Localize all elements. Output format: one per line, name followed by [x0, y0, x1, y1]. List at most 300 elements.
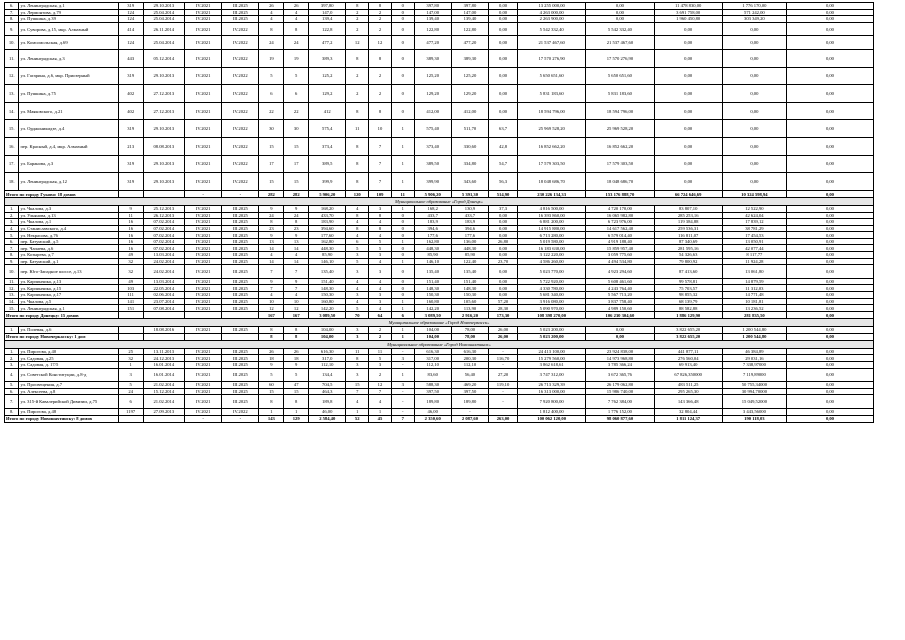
- address-cell: ул. Карпинчика, д.13: [19, 278, 118, 285]
- table-cell: 1.: [5, 205, 19, 212]
- table-cell: 1: [346, 408, 369, 415]
- table-cell: 4: [346, 285, 369, 292]
- table-cell: [489, 408, 518, 415]
- table-cell: 47: [284, 382, 309, 389]
- table-row: [5, 219, 874, 226]
- table-cell: 124: [118, 9, 143, 16]
- table-cell: 5 542 332,40: [586, 22, 654, 36]
- table-cell: 3: [369, 265, 392, 279]
- table-cell: 25 969 528,20: [518, 120, 586, 138]
- total-cell: 0,00: [786, 415, 873, 423]
- table-cell: 0,00: [654, 173, 722, 191]
- table-cell: IV.2021: [184, 225, 221, 232]
- table-cell: 4: [369, 395, 392, 409]
- table-cell: -: [391, 395, 414, 409]
- total-cell: 8: [259, 333, 284, 341]
- table-row: [5, 102, 874, 120]
- table-cell: 0,00: [786, 205, 873, 212]
- table-cell: 07.02.2014: [143, 232, 184, 239]
- total-cell: 230 226 134,33: [518, 190, 586, 198]
- table-cell: 0,00: [489, 252, 518, 259]
- table-cell: 12.: [5, 285, 19, 292]
- table-cell: 17.: [5, 155, 19, 173]
- table-cell: 8: [259, 395, 284, 409]
- table-row: [5, 120, 874, 138]
- table-cell: 119,10: [489, 382, 518, 389]
- table-cell: 17 454,53: [722, 232, 786, 239]
- table-cell: 2: [346, 67, 369, 85]
- table-cell: 4: [346, 205, 369, 212]
- table-cell: 0: [391, 219, 414, 226]
- table-cell: 46,00: [309, 408, 346, 415]
- address-cell: ул. Ульянова, д.13: [19, 212, 118, 219]
- table-cell: 3: [346, 327, 369, 334]
- table-cell: 9.: [5, 258, 19, 265]
- table-cell: 443: [118, 49, 143, 67]
- table-cell: 02.06.2014: [143, 292, 184, 299]
- table-cell: 2 263 900,00: [518, 16, 586, 23]
- table-cell: 17 579 303,50: [518, 155, 586, 173]
- table-cell: 0,00: [489, 67, 518, 85]
- table-cell: 148,30: [451, 285, 488, 292]
- table-cell: 397,50: [414, 388, 451, 395]
- table-cell: 4 919 188,40: [586, 238, 654, 245]
- table-cell: 16 852 662,20: [518, 137, 586, 155]
- table-cell: 7 762 384,00: [586, 395, 654, 409]
- table-cell: 441 877,11: [654, 348, 722, 355]
- table-cell: 27.12.2013: [143, 102, 184, 120]
- table-cell: 136,00: [451, 238, 488, 245]
- table-cell: 3: [346, 361, 369, 368]
- table-cell: 38 781,29: [722, 225, 786, 232]
- address-cell: ул. Ленинградская, д.12: [19, 173, 118, 191]
- table-cell: 3.: [5, 219, 19, 226]
- table-cell: 3: [369, 292, 392, 299]
- table-cell: 397,50: [451, 388, 488, 395]
- table-cell: 317,00: [414, 355, 451, 362]
- address-cell: ул. Комсомольская, д.69: [19, 36, 118, 50]
- table-cell: 6: [259, 85, 284, 103]
- table-cell: 18: [259, 355, 284, 362]
- table-cell: IV.2021: [184, 120, 221, 138]
- table-cell: 5: [369, 355, 392, 362]
- table-cell: 24.12.2013: [143, 355, 184, 362]
- total-row: [5, 190, 874, 198]
- table-cell: 12 522,90: [722, 205, 786, 212]
- table-cell: 8: [346, 225, 369, 232]
- address-cell: ул. Чкалова, д.1: [19, 219, 118, 226]
- table-cell: 125,20: [451, 67, 488, 85]
- table-cell: 116,70: [489, 355, 518, 362]
- table-cell: 42,8: [489, 137, 518, 155]
- table-cell: 151,40: [451, 278, 488, 285]
- table-cell: 56,40: [451, 368, 488, 382]
- table-cell: 27.09.2013: [143, 408, 184, 415]
- table-cell: 2: [346, 9, 369, 16]
- table-cell: 25: [118, 348, 143, 355]
- total-cell: 3: [346, 333, 369, 341]
- table-cell: 26.11.2014: [143, 22, 184, 36]
- table-cell: 18: [284, 355, 309, 362]
- table-cell: 8: [346, 49, 369, 67]
- total-cell: [143, 333, 184, 341]
- table-cell: 1197: [118, 408, 143, 415]
- table-cell: 25.04.2014: [143, 36, 184, 50]
- total-cell: 70: [346, 311, 369, 319]
- table-cell: IV.2021: [184, 265, 221, 279]
- table-cell: 5 542 332,40: [518, 22, 586, 36]
- table-row: [5, 408, 874, 415]
- table-cell: III.2025: [222, 265, 259, 279]
- table-cell: 4 330 780,00: [518, 285, 586, 292]
- table-cell: 5: [259, 67, 284, 85]
- total-cell: 2 584,40: [309, 415, 346, 423]
- table-cell: 448,30: [451, 245, 488, 252]
- table-cell: 16 393 860,00: [518, 212, 586, 219]
- table-cell: 0,00: [786, 368, 873, 382]
- table-cell: 0,00: [786, 120, 873, 138]
- table-cell: -: [391, 388, 414, 395]
- table-cell: 0,00: [786, 173, 873, 191]
- table-cell: 6 579 014,40: [586, 232, 654, 239]
- table-cell: 5 608 461,60: [586, 278, 654, 285]
- total-cell: 106 230 304,60: [586, 311, 654, 319]
- table-cell: IV.2022: [222, 155, 259, 173]
- table-cell: 8.: [5, 408, 19, 415]
- table-row: [5, 85, 874, 103]
- table-cell: 2: [369, 327, 392, 334]
- table-cell: 79 800,92: [654, 258, 722, 265]
- table-cell: 4: [369, 232, 392, 239]
- address-cell: пер. Батумский, д.5: [19, 238, 118, 245]
- table-cell: 54 326,63: [654, 252, 722, 259]
- table-cell: 13: [284, 238, 309, 245]
- table-cell: 16.01.2014: [143, 368, 184, 382]
- table-cell: 24: [284, 36, 309, 50]
- total-cell: 1 886 129,90: [654, 311, 722, 319]
- table-cell: III.2025: [222, 305, 259, 312]
- table-cell: 394,6: [451, 225, 488, 232]
- table-cell: 160,80: [414, 298, 451, 305]
- table-row: [5, 368, 874, 382]
- table-cell: IV.2021: [184, 348, 221, 355]
- table-cell: IV.2021: [184, 102, 221, 120]
- table-cell: 14 617 562,40: [586, 225, 654, 232]
- table-cell: 575,40: [414, 120, 451, 138]
- table-cell: 17 839,12: [722, 219, 786, 226]
- table-cell: III.2025: [222, 212, 259, 219]
- table-cell: IV.2021: [184, 9, 221, 16]
- table-cell: 0,00: [489, 212, 518, 219]
- table-cell: 0,00: [722, 120, 786, 138]
- table-cell: 6.: [5, 388, 19, 395]
- table-cell: 6 713 280,00: [518, 232, 586, 239]
- table-cell: 319: [118, 155, 143, 173]
- table-cell: 26: [259, 3, 284, 10]
- table-cell: 1: [391, 137, 414, 155]
- table-cell: 0,00: [786, 85, 873, 103]
- table-row: [5, 232, 874, 239]
- table-cell: 317,0: [309, 355, 346, 362]
- table-cell: 142,20: [309, 305, 346, 312]
- table-cell: 75 703,57: [654, 285, 722, 292]
- table-cell: 285 253,16: [654, 212, 722, 219]
- table-cell: 25 969 528,20: [586, 120, 654, 138]
- address-cell: пер. Чапаева, д.6: [19, 245, 118, 252]
- table-row: [5, 212, 874, 219]
- table-cell: 5 722 920,00: [518, 278, 586, 285]
- table-cell: IV.2022: [222, 173, 259, 191]
- total-cell: 263,00: [489, 415, 518, 423]
- table-cell: 0,00: [786, 298, 873, 305]
- table-cell: 0,00: [489, 36, 518, 50]
- table-cell: 9: [118, 205, 143, 212]
- total-row: [5, 415, 874, 423]
- table-cell: 30 994,70000: [722, 388, 786, 395]
- table-cell: 0,00: [722, 173, 786, 191]
- table-cell: 139,40: [414, 16, 451, 23]
- table-cell: 16 852 662,20: [586, 137, 654, 155]
- table-cell: 27,20: [489, 368, 518, 382]
- table-cell: 22.05.2014: [143, 285, 184, 292]
- table-cell: 0: [391, 9, 414, 16]
- table-cell: 1: [391, 155, 414, 173]
- table-row: [5, 388, 874, 395]
- total-cell: 0,00: [786, 333, 873, 341]
- table-cell: 29.10.2013: [143, 173, 184, 191]
- table-cell: 0,00: [489, 232, 518, 239]
- table-cell: 1: [259, 408, 284, 415]
- table-cell: 32 804,44: [654, 408, 722, 415]
- table-cell: 6 881 200,00: [518, 219, 586, 226]
- address-cell: ул. Садовая, д.25: [19, 355, 118, 362]
- table-cell: 14: [259, 258, 284, 265]
- table-cell: 0,00: [654, 49, 722, 67]
- address-cell: ул. Карпинчика, д.17: [19, 292, 118, 299]
- table-cell: 15.: [5, 120, 19, 138]
- table-cell: -: [489, 348, 518, 355]
- table-cell: 18.: [5, 173, 19, 191]
- table-cell: 32: [118, 258, 143, 265]
- table-cell: 1: [391, 173, 414, 191]
- table-cell: 8.: [5, 16, 19, 23]
- table-cell: 19: [259, 49, 284, 67]
- table-cell: 0: [391, 22, 414, 36]
- table-cell: 0,00: [786, 395, 873, 409]
- table-cell: 5 023 770,00: [518, 265, 586, 279]
- table-cell: 29.10.2013: [143, 120, 184, 138]
- table-cell: 13 236,52: [722, 305, 786, 312]
- total-cell: -: [222, 190, 259, 198]
- total-cell: [184, 311, 221, 319]
- table-cell: 511,70: [451, 120, 488, 138]
- document-page: [4, 2, 874, 423]
- table-cell: 5 023 200,00: [518, 327, 586, 334]
- housing-resettlement-table: [4, 2, 874, 423]
- table-cell: 11 478 830,00: [654, 3, 722, 10]
- table-cell: IV.2021: [184, 36, 221, 50]
- table-cell: 177,60: [309, 232, 346, 239]
- table-cell: 23 924 838,00: [586, 348, 654, 355]
- table-cell: 7: [259, 265, 284, 279]
- table-cell: 23,70: [489, 258, 518, 265]
- table-cell: 0: [391, 67, 414, 85]
- table-cell: 16: [118, 238, 143, 245]
- table-cell: 15: [259, 173, 284, 191]
- total-cell: 104,00: [414, 333, 451, 341]
- table-cell: III.2025: [222, 219, 259, 226]
- table-cell: 588,30: [414, 382, 451, 389]
- table-cell: 129,20: [414, 85, 451, 103]
- table-cell: 8: [346, 212, 369, 219]
- table-cell: 414: [118, 22, 143, 36]
- table-cell: 116 811,07: [654, 232, 722, 239]
- table-cell: 24.02.2014: [143, 265, 184, 279]
- table-cell: 1: [391, 327, 414, 334]
- table-cell: 4: [369, 285, 392, 292]
- table-cell: 3 059 775,60: [586, 252, 654, 259]
- table-cell: 4: [284, 9, 309, 16]
- table-cell: -: [391, 348, 414, 355]
- table-cell: -: [451, 408, 488, 415]
- total-cell: 153 176 888,70: [586, 190, 654, 198]
- table-cell: 13.: [5, 85, 19, 103]
- table-cell: 7: [369, 155, 392, 173]
- table-cell: 9: [259, 205, 284, 212]
- table-cell: 1: [284, 408, 309, 415]
- total-cell: 0,00: [786, 311, 873, 319]
- table-cell: 125,2: [309, 67, 346, 85]
- table-cell: 8: [259, 219, 284, 226]
- table-cell: III.2025: [222, 205, 259, 212]
- table-cell: 402: [118, 85, 143, 103]
- table-cell: 1 776 152,00: [586, 408, 654, 415]
- table-cell: IV.2022: [222, 120, 259, 138]
- table-cell: 139,40: [451, 16, 488, 23]
- total-cell: 26,00: [489, 333, 518, 341]
- table-cell: III.2025: [222, 388, 259, 395]
- table-cell: 28,30: [489, 305, 518, 312]
- table-cell: 9: [284, 205, 309, 212]
- table-cell: 389,3: [309, 49, 346, 67]
- table-cell: III.2025: [222, 225, 259, 232]
- table-row: [5, 49, 874, 67]
- total-cell: 190 118,03: [722, 415, 786, 423]
- table-cell: 12: [259, 305, 284, 312]
- table-cell: 571 242,00: [722, 9, 786, 16]
- table-cell: 12: [284, 305, 309, 312]
- table-cell: 4: [346, 232, 369, 239]
- table-cell: 4 494 534,80: [586, 258, 654, 265]
- table-cell: 213: [118, 137, 143, 155]
- table-cell: 4: [346, 298, 369, 305]
- table-cell: 276 560,04: [654, 355, 722, 362]
- table-cell: 8: [284, 395, 309, 409]
- table-cell: 69 913,40: [654, 361, 722, 368]
- total-cell: -: [184, 415, 221, 423]
- table-cell: 402: [118, 102, 143, 120]
- table-cell: 8: [346, 173, 369, 191]
- table-cell: 135,40: [414, 265, 451, 279]
- table-cell: 0,00: [489, 49, 518, 67]
- table-cell: 13 255 000,00: [518, 3, 586, 10]
- table-row: [5, 16, 874, 23]
- table-cell: 1 776 170,00: [722, 3, 786, 10]
- table-cell: 4: [369, 219, 392, 226]
- table-cell: 3.: [5, 361, 19, 368]
- table-cell: 6: [284, 85, 309, 103]
- table-cell: 10.: [5, 265, 19, 279]
- address-cell: ул. Гагарина, д.6, мкр. Приозерный: [19, 67, 118, 85]
- table-cell: 10 181,81: [722, 298, 786, 305]
- table-cell: 3: [369, 205, 392, 212]
- table-cell: 8: [346, 3, 369, 10]
- table-cell: 3: [391, 355, 414, 362]
- table-cell: 0,00: [654, 36, 722, 50]
- table-cell: 25.12.2013: [143, 205, 184, 212]
- table-cell: 9: [259, 232, 284, 239]
- table-cell: 8: [369, 225, 392, 232]
- table-cell: 8: [284, 219, 309, 226]
- table-cell: 0,00: [586, 16, 654, 23]
- table-row: [5, 285, 874, 292]
- table-cell: IV.2021: [184, 292, 221, 299]
- table-cell: 87 413,60: [654, 265, 722, 279]
- table-cell: 0,00: [786, 67, 873, 85]
- table-cell: 54,7: [489, 155, 518, 173]
- table-cell: 1 200 544,80: [722, 327, 786, 334]
- table-cell: 14.: [5, 102, 19, 120]
- table-cell: -: [489, 361, 518, 368]
- table-cell: 4.: [5, 368, 19, 382]
- table-cell: 5: [118, 382, 143, 389]
- total-cell: 282: [284, 190, 309, 198]
- section-header-row: [5, 341, 874, 349]
- table-cell: 200,30: [451, 355, 488, 362]
- table-cell: 8: [346, 155, 369, 173]
- table-row: [5, 205, 874, 212]
- table-cell: 17: [284, 155, 309, 173]
- table-cell: 0,00: [786, 265, 873, 279]
- address-cell: ул. Ленинградская, д.3: [19, 49, 118, 67]
- table-cell: 25.04.2014: [143, 9, 184, 16]
- total-cell: 108 398 270,00: [518, 311, 586, 319]
- table-cell: 0,00: [722, 22, 786, 36]
- table-cell: III.2025: [222, 382, 259, 389]
- table-cell: 5 019 580,00: [518, 238, 586, 245]
- table-cell: 11.: [5, 278, 19, 285]
- table-cell: 134,4: [309, 368, 346, 382]
- table-cell: 129,2: [309, 85, 346, 103]
- table-cell: 412: [309, 102, 346, 120]
- table-cell: 4 816 500,00: [518, 205, 586, 212]
- table-cell: 616,30: [451, 348, 488, 355]
- table-cell: 141: [118, 298, 143, 305]
- table-cell: IV.2021: [184, 388, 221, 395]
- total-cell: [143, 190, 184, 198]
- table-cell: 3 862 618,61: [518, 361, 586, 368]
- table-cell: 12: [346, 36, 369, 50]
- table-cell: 0,00: [786, 285, 873, 292]
- table-cell: 124: [118, 36, 143, 50]
- address-cell: пер. Юго-Западное шоссе, д.13: [19, 265, 118, 279]
- table-cell: 151,40: [414, 278, 451, 285]
- table-row: [5, 298, 874, 305]
- table-cell: 148,30: [414, 285, 451, 292]
- table-cell: 0,00: [489, 3, 518, 10]
- table-cell: 4: [259, 292, 284, 299]
- table-cell: 8.: [5, 252, 19, 259]
